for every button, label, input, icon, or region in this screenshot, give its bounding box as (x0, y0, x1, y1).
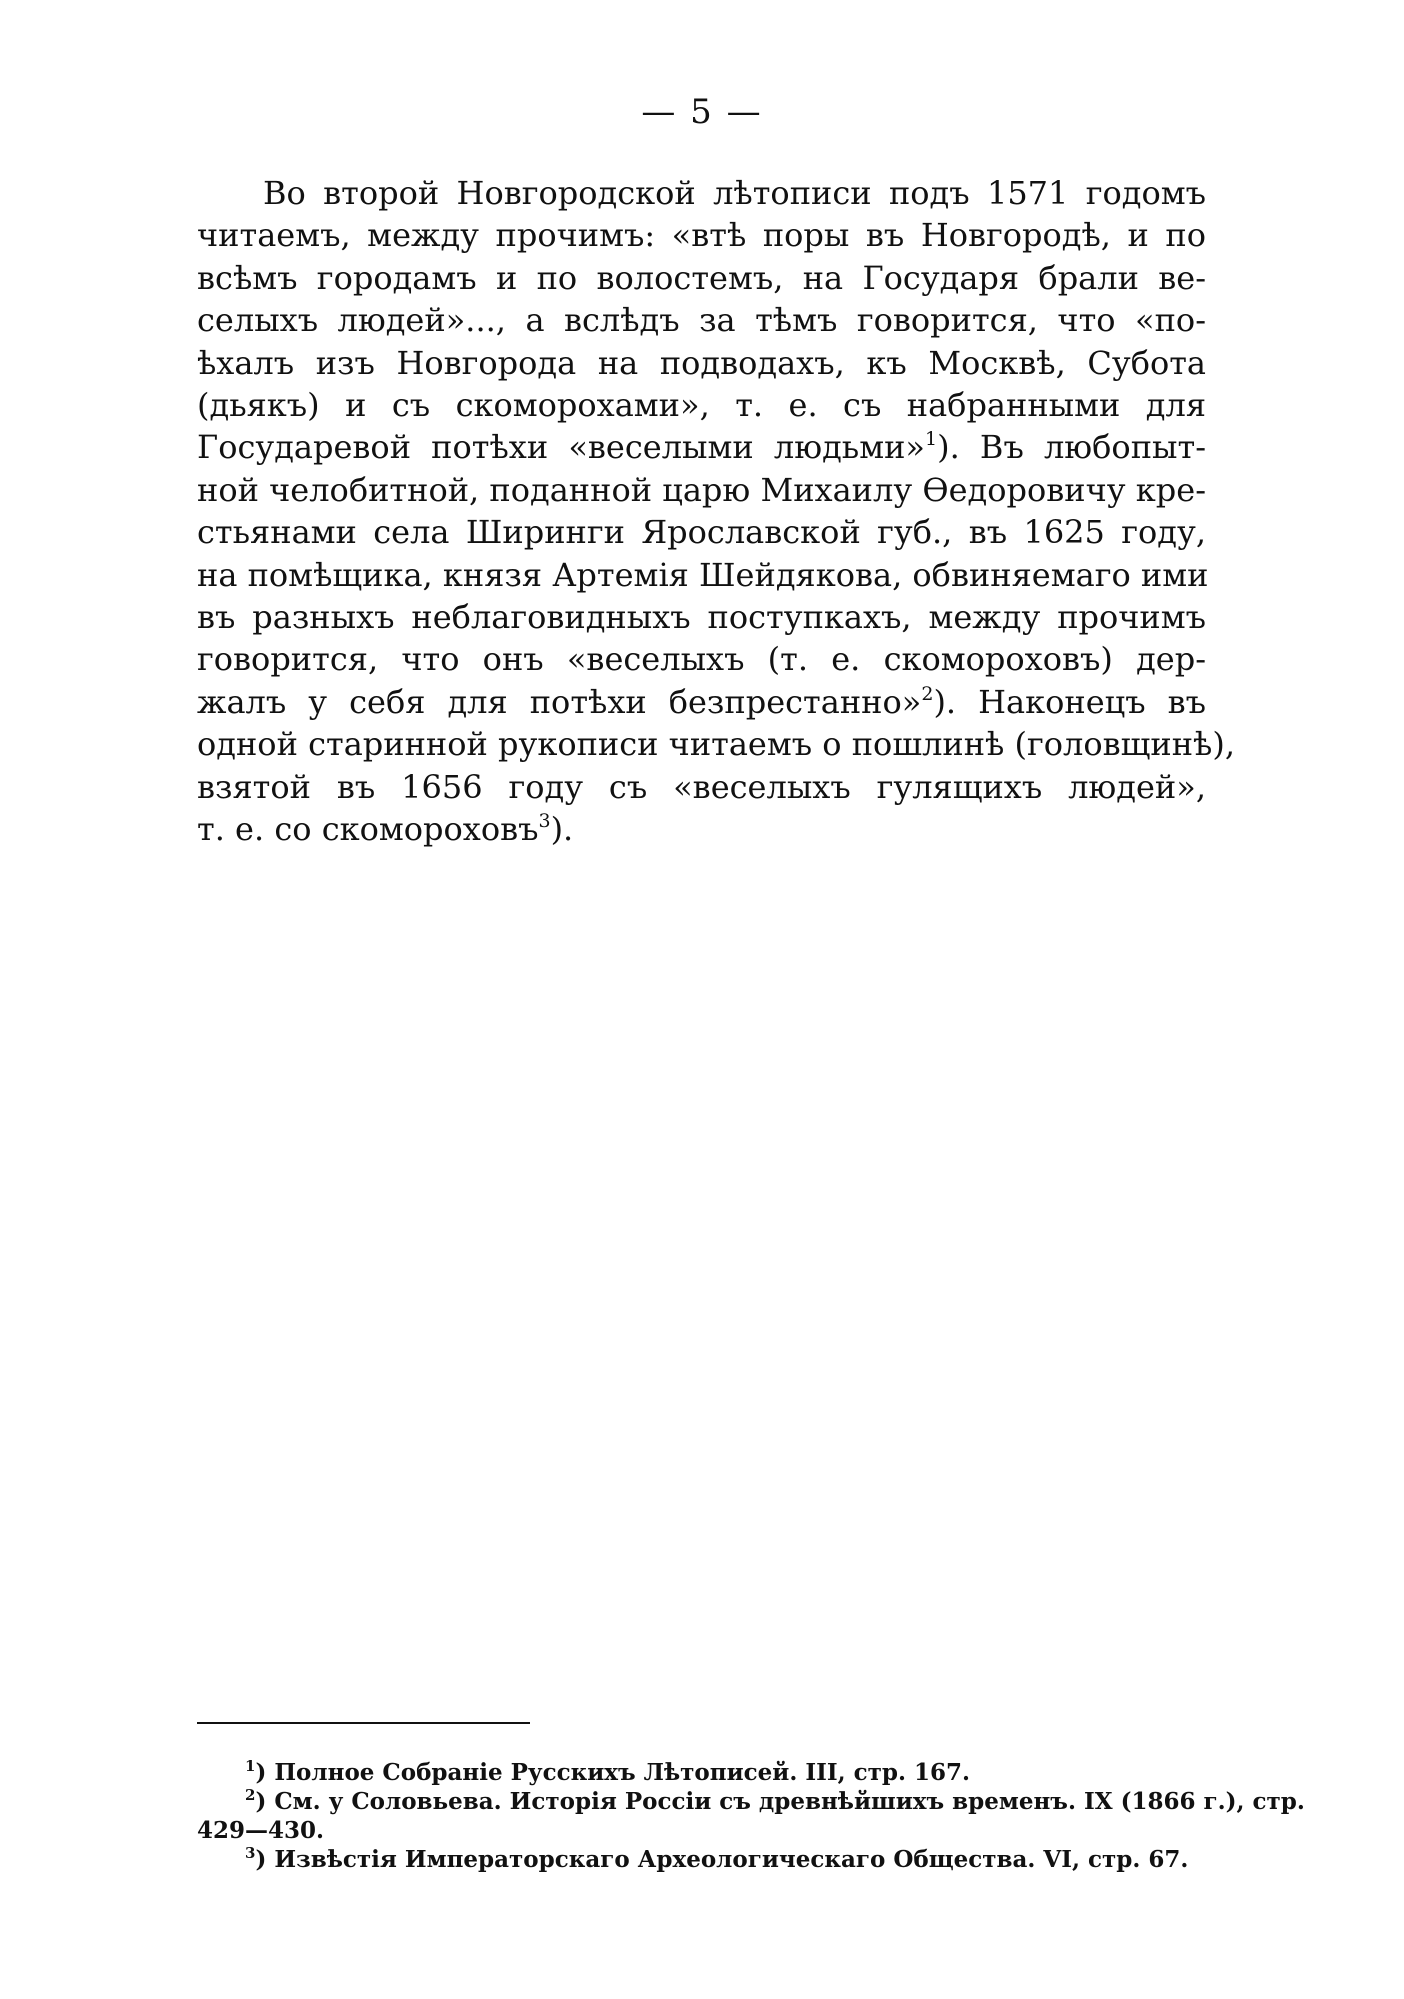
footnote-ref-2[interactable]: 2 (921, 682, 934, 705)
footnote-mark: 3 (245, 1844, 256, 1862)
text-line: ѣхалъ изъ Новгорода на подводахъ, къ Москвѣ, Субота (197, 343, 1206, 382)
footnote-divider (197, 1722, 530, 1724)
footnote-1 (197, 1758, 1206, 1787)
footnote-mark: 2 (245, 1786, 256, 1804)
text-segment: т. е. со скомороховъ (197, 810, 539, 849)
text-line: говорится, что онъ «веселыхъ (т. е. скомороховъ) дер- (197, 640, 1206, 679)
main-paragraph (197, 172, 1235, 851)
text-line (197, 426, 1206, 468)
footnote-text: ) См. у Соловьева. Исторія Россіи съ древнѣйшихъ временъ. IX (1866 г.), стр. (255, 1788, 1305, 1815)
text-segment: ). Въ любопыт- (937, 428, 1207, 467)
footnote-2-continuation: 429—430. (197, 1817, 325, 1844)
text-segment: ). (550, 810, 574, 849)
footnote-mark: 1 (245, 1757, 256, 1775)
footnote-ref-3[interactable]: 3 (538, 810, 551, 833)
footnotes (197, 1757, 1305, 1874)
text-segment: ). Наконецъ въ (933, 682, 1207, 721)
text-line (197, 681, 1206, 723)
footnote-2 (197, 1786, 1305, 1816)
text-segment: жалъ у себя для потѣхи безпрестанно» (197, 682, 922, 721)
text-line: въ разныхъ неблаговидныхъ поступкахъ, между прочимъ (197, 598, 1206, 637)
text-line: взятой въ 1656 году съ «веселыхъ гулящихъ людей», (197, 767, 1206, 806)
text-line: Во второй Новгородской лѣтописи подъ 1571 годомъ (263, 174, 1206, 212)
footnote-3 (197, 1845, 1206, 1874)
footnote-text: ) Извѣстія Императорскаго Археологическаго Общества. VI, стр. 67. (255, 1846, 1189, 1873)
text-line: читаемъ, между прочимъ: «втѣ поры въ Новгородѣ, и по (197, 216, 1206, 255)
text-line: одной старинной рукописи читаемъ о пошлинѣ (головщинѣ), (197, 725, 1235, 764)
text-line: стьянами села Ширинги Ярославской губ., въ 1625 году, (197, 513, 1206, 552)
text-line: на помѣщика, князя Артемія Шейдякова, обвиняемаго ими (197, 555, 1209, 594)
footnote-text: ) Полное Собраніе Русскихъ Лѣтописей. III, стр. 167. (255, 1759, 971, 1786)
text-line: всѣмъ городамъ и по волостемъ, на Государя брали ве- (197, 258, 1206, 297)
text-line: селыхъ людей»..., а вслѣдъ за тѣмъ говорится, что «по- (197, 301, 1206, 340)
text-line: (дьякъ) и съ скоморохами», т. е. съ набранными для (197, 386, 1206, 425)
text-line (197, 808, 1206, 850)
text-line: ной челобитной, поданной царю Михаилу Ѳедоровичу кре- (197, 470, 1206, 509)
footnote-ref-1[interactable]: 1 (925, 428, 938, 451)
text-segment: Государевой потѣхи «веселыми людьми» (197, 428, 926, 467)
page-number: — 5 — (641, 92, 763, 132)
